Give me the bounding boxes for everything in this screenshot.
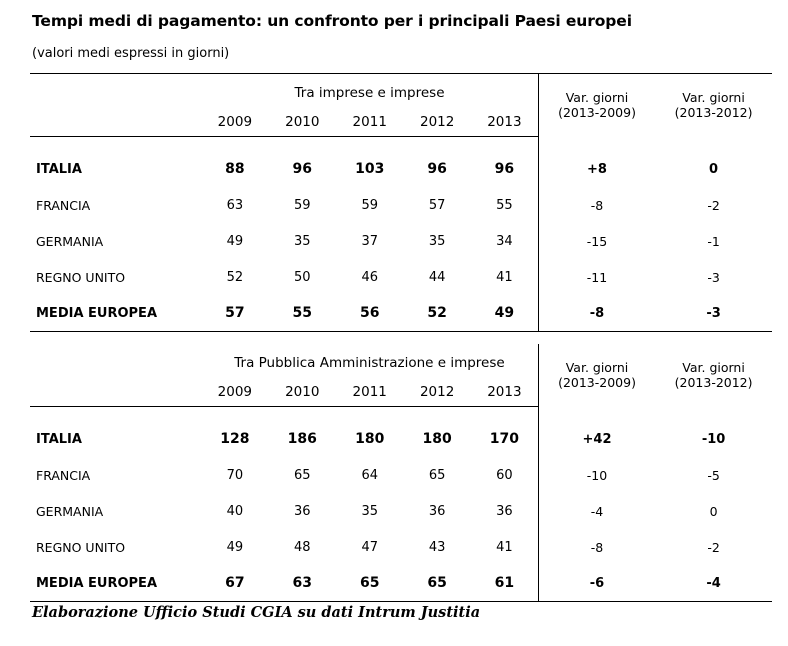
- table1-row3-v2011: 46: [361, 269, 378, 285]
- table-row: [30, 421, 772, 457]
- table1-row2-v2009: 49: [226, 233, 244, 249]
- table2-row3-v2010: 48: [294, 539, 311, 555]
- table2-row0-v2012: 180: [422, 431, 452, 447]
- table-row: [30, 295, 772, 332]
- table2-var-2013-2012-header: [655, 344, 772, 407]
- page-subtitle: (valori medi espressi in giorni): [32, 46, 230, 61]
- table1-row4-v2013: 49: [471, 295, 538, 332]
- table2-row4-var-2013-2009: -6: [538, 565, 655, 602]
- table1-row4-v2012: 52: [403, 295, 470, 332]
- table-row: [30, 457, 772, 493]
- table2-row3-var-2013-2009: -8: [538, 529, 655, 565]
- table1-row2-v2011: 37: [361, 233, 378, 249]
- empty-corner: [30, 108, 201, 137]
- var-header-line1: Var. giorni: [565, 89, 629, 105]
- table1-row3-var-2013-2009: -11: [538, 259, 655, 295]
- table1-row2-v2010: 35: [294, 233, 311, 249]
- var-header-line1: Var. giorni: [565, 359, 629, 375]
- table1-row1-v2009: 63: [226, 197, 244, 213]
- table1-row2-var-2013-2012: -1: [707, 233, 720, 249]
- table1-row2-var-2013-2009: -15: [538, 223, 655, 259]
- table2-row4-country: MEDIA EUROPEA: [30, 565, 201, 602]
- table2-group-header-row: [30, 344, 772, 378]
- table1-row0-var-2013-2009: +8: [538, 151, 655, 187]
- table1-row1-country: FRANCIA: [36, 197, 91, 213]
- empty-corner: [30, 378, 201, 407]
- table2-row0-v2011: 180: [355, 431, 385, 447]
- table2-row2-country: GERMANIA: [36, 503, 104, 519]
- table1-row2-v2013: 34: [496, 233, 513, 249]
- table1-row0-country: ITALIA: [36, 161, 82, 177]
- table1-row0-v2011: 103: [355, 161, 385, 177]
- table2-year-header-2009: 2009: [201, 378, 268, 407]
- table1-var-2013-2009-header: [538, 74, 655, 137]
- table2-row1-v2012: 65: [428, 467, 446, 483]
- table2-row0-v2013: 170: [489, 431, 519, 447]
- table-row: [30, 151, 772, 187]
- table2-var-2013-2009-header: [538, 344, 655, 407]
- table2-row3-v2012: 43: [428, 539, 446, 555]
- table2-row2-v2013: 36: [496, 503, 513, 519]
- table-row: [30, 493, 772, 529]
- table1-year-header-2010: 2010: [269, 108, 336, 137]
- page-title: Tempi medi di pagamento: un confronto per i principali Paesi europei: [32, 12, 632, 30]
- table2-row1-v2013: 60: [496, 467, 513, 483]
- table2-year-header-2013: 2013: [471, 378, 539, 407]
- table1-row4-country: MEDIA EUROPEA: [30, 295, 201, 332]
- table2-row3-v2011: 47: [361, 539, 378, 555]
- table1-year-header-2012: 2012: [403, 108, 470, 137]
- empty-corner: [30, 344, 201, 378]
- var-header-line2: (2013-2009): [558, 105, 636, 121]
- table1-row0-v2009: 88: [225, 161, 245, 177]
- table2-row1-country: FRANCIA: [36, 467, 91, 483]
- table1-row4-v2011: 56: [336, 295, 403, 332]
- var-header-line1: Var. giorni: [682, 359, 745, 375]
- table1-group-label: Tra imprese e imprese: [201, 74, 538, 109]
- table2-row4-v2009: 67: [201, 565, 268, 602]
- table2-row2-v2009: 40: [226, 503, 244, 519]
- table2-row4-v2012: 65: [403, 565, 470, 602]
- source-note: Elaborazione Ufficio Studi CGIA su dati Intrum Justitia: [32, 604, 481, 621]
- table2-row1-var-2013-2012: -5: [707, 467, 720, 483]
- table-row: [30, 187, 772, 223]
- table1-group-header-row: [30, 74, 772, 109]
- table1-row1-v2013: 55: [496, 197, 513, 213]
- table2-row1-v2009: 70: [226, 467, 244, 483]
- table-imprese-imprese: [30, 73, 772, 332]
- table2-row1-v2010: 65: [294, 467, 311, 483]
- table2-row4-v2010: 63: [269, 565, 336, 602]
- var-header-line2: (2013-2012): [674, 105, 753, 121]
- table-row: [30, 259, 772, 295]
- table2-row2-v2011: 35: [361, 503, 378, 519]
- table1-row2-v2012: 35: [428, 233, 446, 249]
- table1-row3-v2013: 41: [496, 269, 513, 285]
- table-row: [30, 529, 772, 565]
- table1-row3-v2009: 52: [226, 269, 244, 285]
- table1-row0-v2013: 96: [494, 161, 515, 177]
- table2-row0-v2010: 186: [287, 431, 317, 447]
- table2-row2-v2010: 36: [294, 503, 311, 519]
- table2-row2-var-2013-2009: -4: [538, 493, 655, 529]
- table1-row1-v2010: 59: [294, 197, 311, 213]
- table1-row4-v2009: 57: [201, 295, 268, 332]
- table2-row4-v2013: 61: [471, 565, 539, 602]
- table1-spacer: [30, 137, 772, 152]
- table1-row1-var-2013-2009: -8: [538, 187, 655, 223]
- table2-row4-var-2013-2012: -4: [655, 565, 772, 602]
- table2-group-label: Tra Pubblica Amministrazione e imprese: [234, 355, 505, 371]
- table2-row0-var-2013-2012: -10: [701, 431, 726, 447]
- table2-row1-v2011: 64: [361, 467, 378, 483]
- table1-row0-v2010: 96: [292, 161, 313, 177]
- table2-row3-country: REGNO UNITO: [36, 539, 126, 555]
- var-header-line2: (2013-2012): [674, 375, 753, 391]
- table2-row3-v2009: 49: [226, 539, 244, 555]
- table2-row1-var-2013-2009: -10: [538, 457, 655, 493]
- var-header-line1: Var. giorni: [682, 89, 745, 105]
- table1-row1-var-2013-2012: -2: [707, 197, 720, 213]
- table1-year-header-2011: 2011: [336, 108, 403, 137]
- table2-year-header-2011: 2011: [336, 378, 403, 407]
- table1-year-header-2009: 2009: [201, 108, 268, 137]
- table1-row0-var-2013-2012: 0: [709, 161, 719, 177]
- table1-year-header-2013: 2013: [471, 108, 538, 137]
- table-pa-imprese: [30, 344, 772, 602]
- var-header-line2: (2013-2009): [558, 375, 636, 391]
- table1-var-2013-2012-header: [655, 74, 772, 137]
- table2-row2-var-2013-2012: 0: [709, 503, 718, 519]
- table1-row0-v2012: 96: [427, 161, 447, 177]
- table2-row0-v2009: 128: [220, 431, 250, 447]
- table2-row0-var-2013-2009: +42: [538, 421, 655, 457]
- table1-row3-v2010: 50: [294, 269, 311, 285]
- table-row: [30, 565, 772, 602]
- table1-row4-var-2013-2009: -8: [538, 295, 655, 332]
- table1-row3-v2012: 44: [428, 269, 446, 285]
- table1-row4-v2010: 55: [269, 295, 336, 332]
- table2-row4-v2011: 65: [336, 565, 403, 602]
- table-row: [30, 223, 772, 259]
- table2-year-header-2010: 2010: [269, 378, 336, 407]
- table2-row3-v2013: 41: [496, 539, 513, 555]
- empty-corner: [30, 74, 201, 109]
- table1-row1-v2012: 57: [428, 197, 446, 213]
- table2-row3-var-2013-2012: -2: [707, 539, 720, 555]
- table2-row2-v2012: 36: [428, 503, 446, 519]
- table2-year-header-2012: 2012: [403, 378, 470, 407]
- table1-row2-country: GERMANIA: [36, 233, 104, 249]
- table1-row4-var-2013-2012: -3: [655, 295, 772, 332]
- table1-row1-v2011: 59: [361, 197, 378, 213]
- table1-row3-country: REGNO UNITO: [36, 269, 126, 285]
- table1-row3-var-2013-2012: -3: [707, 269, 720, 285]
- table2-spacer: [30, 407, 772, 422]
- table2-row0-country: ITALIA: [36, 431, 82, 447]
